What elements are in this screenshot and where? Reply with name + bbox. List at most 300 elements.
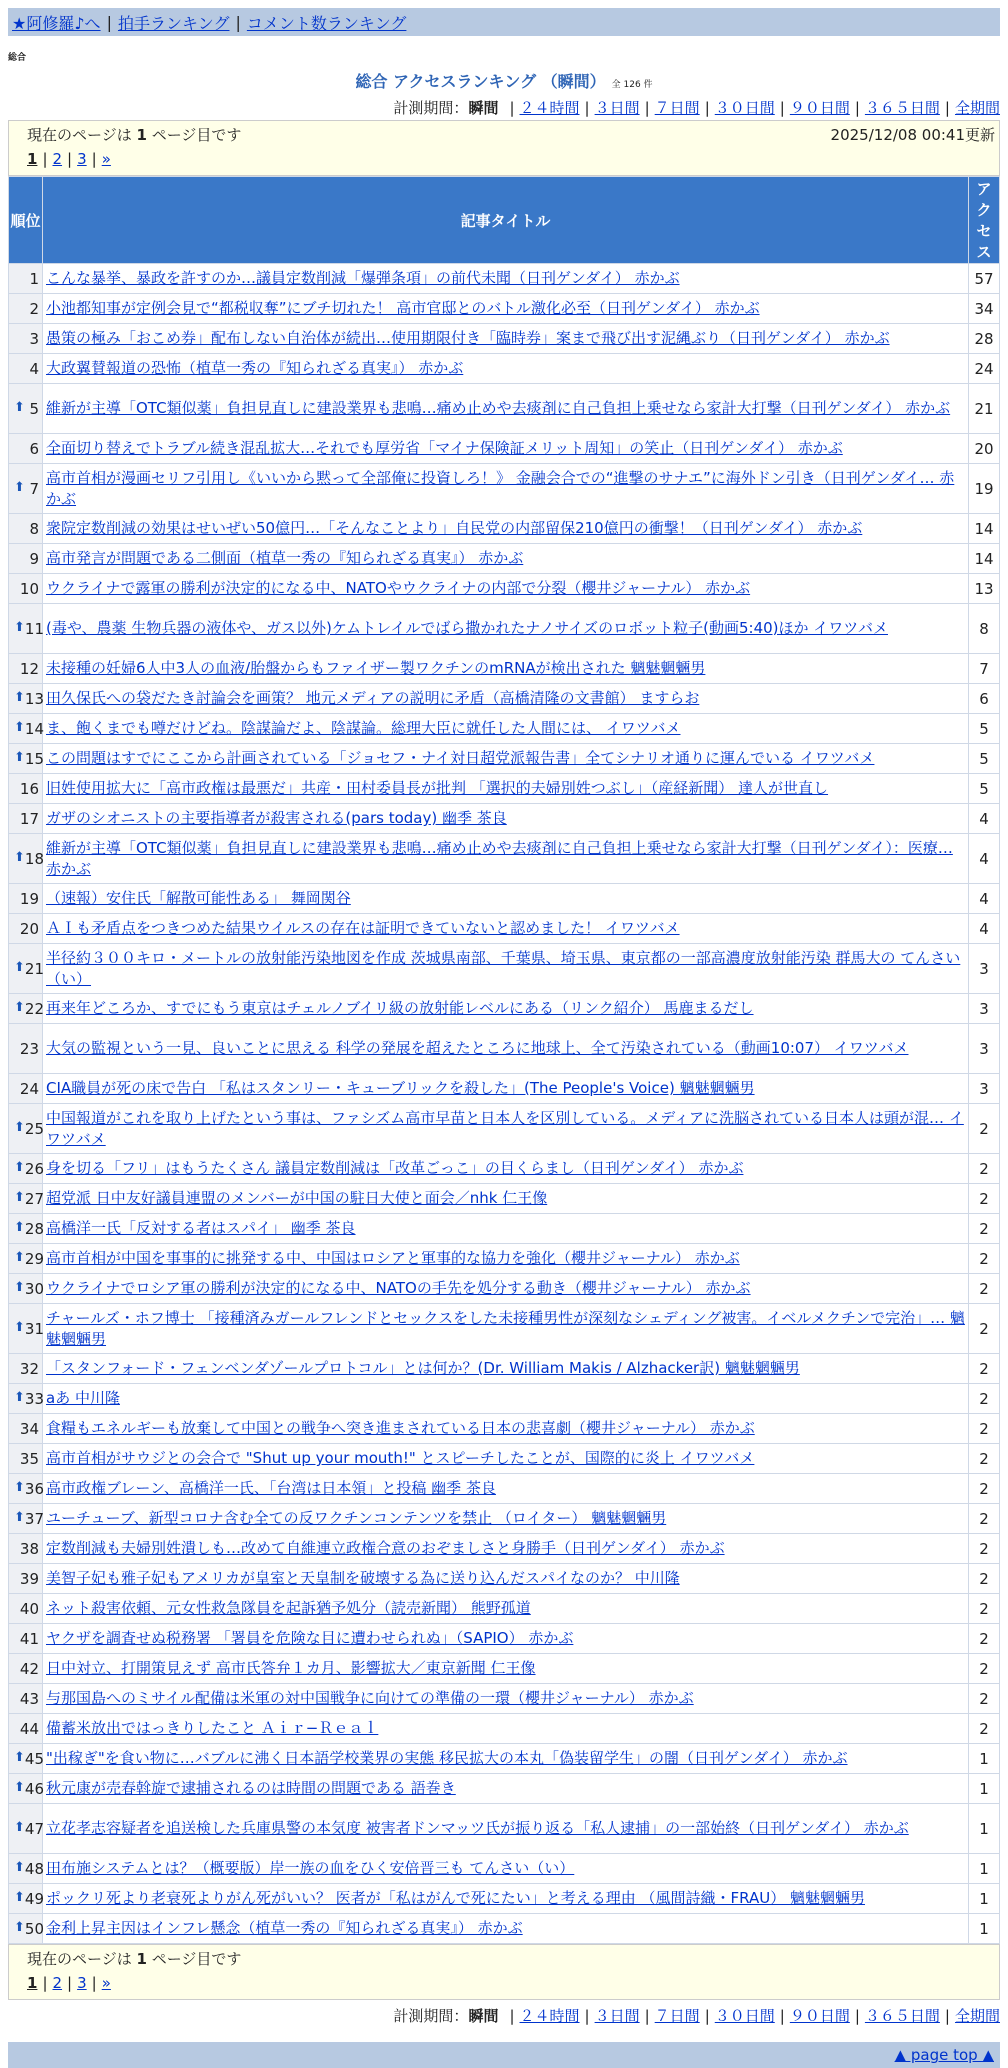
title-cell [43, 804, 969, 834]
rank-cell [9, 684, 43, 714]
period-option-link[interactable]: ３０日間 [714, 2007, 775, 2025]
home-link[interactable]: ★阿修羅♪へ [12, 13, 101, 33]
rank-up-arrow-icon: ⬆ [14, 1479, 25, 1495]
title-cell [43, 264, 969, 294]
article-link[interactable]: 小池都知事が定例会見で“都税収奪”にブチ切れた！ 高市官邸とのバトル激化必至（日刊ゲンダイ） 赤かぶ [46, 299, 760, 317]
table-row [9, 1884, 1000, 1914]
period-option-link[interactable]: 全期間 [954, 99, 1000, 117]
access-count: 21 [969, 384, 1000, 434]
rank-up-arrow-icon: ⬆ [14, 1749, 25, 1765]
title-cell [43, 1684, 969, 1714]
article-link[interactable]: ＡＩも矛盾点をつきつめた結果ウイルスの存在は証明できていないと認めました！ イワツバメ [46, 919, 680, 937]
article-link[interactable]: 高市首相が中国を事事的に挑発する中、中国はロシアと軍事的な協力を強化（櫻井ジャーナル） 赤かぶ [46, 1249, 740, 1267]
table-row [9, 1384, 1000, 1414]
title-cell [43, 684, 969, 714]
article-link[interactable]: 維新が主導「OTC類似薬」負担見直しに建設業界も悲鳴…痛め止めや去痰剤に自己負担上乗せなら家計大打撃（日刊ゲンダイ）：医療… 赤かぶ [46, 838, 953, 878]
rank-number: 13 [24, 689, 44, 708]
article-link[interactable]: チャールズ・ホフ博士 「接種済みガールフレンドとセックスをした未接種男性が深刻なシェディング被害。イベルメクチンで完治」… 魑魅魍魎男 [46, 1308, 965, 1348]
article-link[interactable]: 旧姓使用拡大に「高市政権は最悪だ」共産・田村委員長が批判 「選択的夫婦別姓つぶし」（産経新聞） 達人が世直し [46, 779, 829, 797]
rank-cell [9, 604, 43, 654]
article-link[interactable]: 大政翼賛報道の恐怖（植草一秀の『知られざる真実』） 赤かぶ [46, 359, 464, 377]
article-link[interactable]: ヤクザを調査せぬ税務署 「署員を危険な目に遭わせられぬ」（SAPIO） 赤かぶ [46, 1629, 574, 1647]
title-cell [43, 1074, 969, 1104]
article-link[interactable]: 日中対立、打開策見えず 高市氏答弁１カ月、影響拡大／東京新聞 仁王像 [46, 1659, 536, 1677]
comment-ranking-link[interactable]: コメント数ランキング [246, 13, 407, 33]
table-row [9, 574, 1000, 604]
article-link[interactable]: 秋元康が売春斡旋で逮捕されるのは時間の問題である 語巻き [46, 1779, 456, 1797]
title-cell [43, 1444, 969, 1474]
table-row [9, 1354, 1000, 1384]
page-top-link[interactable]: ▲ page top ▲ [894, 2046, 994, 2064]
title-cell [43, 1354, 969, 1384]
rank-cell [9, 1804, 43, 1854]
rank-cell [9, 1354, 43, 1384]
rank-cell [9, 434, 43, 464]
rank-number: 49 [24, 1889, 44, 1908]
rank-number: 21 [24, 959, 44, 978]
applause-ranking-link[interactable]: 拍手ランキング [117, 13, 230, 33]
nav-separator: | [106, 12, 112, 32]
article-link[interactable]: こんな暴挙、暴政を許すのか…議員定数削減「爆弾条項」の前代未聞（日刊ゲンダイ） 赤かぶ [46, 269, 680, 287]
period-option-link[interactable]: ２４時間 [519, 2007, 580, 2025]
table-row [9, 294, 1000, 324]
period-option-link[interactable]: ３日間 [594, 2007, 640, 2025]
period-selector [0, 96, 1008, 120]
page-title [0, 69, 1008, 92]
table-row [9, 1104, 1000, 1154]
access-count: 2 [969, 1384, 1000, 1414]
rank-number: 40 [19, 1599, 39, 1618]
rank-number: 18 [24, 849, 44, 868]
access-count: 2 [969, 1594, 1000, 1624]
article-link[interactable]: CIA職員が死の床で告白 「私はスタンリー・キューブリックを殺した」(The People's Voice) 魑魅魍魎男 [46, 1079, 755, 1097]
access-count: 3 [969, 1074, 1000, 1104]
article-link[interactable]: 再来年どころか、すでにもう東京はチェルノブイリ級の放射能レベルにある（リンク紹介） 馬鹿まるだし [46, 999, 754, 1017]
title-cell [43, 1214, 969, 1244]
access-count: 4 [969, 914, 1000, 944]
table-row [9, 464, 1000, 514]
period-separator: | [944, 2007, 950, 2025]
rank-up-arrow-icon: ⬆ [14, 1119, 25, 1135]
article-link[interactable]: 食糧もエネルギーも放棄して中国との戦争へ突き進まされている日本の悲喜劇（櫻井ジャーナル） 赤かぶ [46, 1419, 755, 1437]
table-row [9, 944, 1000, 994]
table-row [9, 774, 1000, 804]
rank-cell [9, 1304, 43, 1354]
article-link[interactable]: ウクライナで露軍の勝利が決定的になる中、NATOやウクライナの内部で分裂（櫻井ジャーナル） 赤かぶ [46, 579, 751, 597]
table-row [9, 994, 1000, 1024]
access-count: 28 [969, 324, 1000, 354]
rank-number: 27 [24, 1189, 44, 1208]
access-count: 6 [969, 684, 1000, 714]
rank-number: 43 [19, 1689, 39, 1708]
rank-up-arrow-icon: ⬆ [14, 1509, 25, 1525]
page-link[interactable]: 2 [52, 150, 63, 168]
article-link[interactable]: 超党派 日中友好議員連盟のメンバーが中国の駐日大使と面会／nhk 仁王像 [46, 1189, 548, 1207]
rank-up-arrow-icon: ⬆ [14, 1889, 25, 1905]
page-link[interactable]: 2 [52, 1974, 63, 1992]
article-link[interactable]: 未接種の妊婦6人中3人の血液/胎盤からもファイザー製ワクチンのmRNAが検出された 魑魅魍魎男 [46, 659, 706, 677]
table-row [9, 434, 1000, 464]
title-cell [43, 1244, 969, 1274]
rank-number: 10 [19, 579, 39, 598]
period-current: 瞬間 [468, 99, 499, 117]
period-separator: | [584, 2007, 590, 2025]
ranking-table [8, 176, 1000, 1944]
rank-cell [9, 544, 43, 574]
article-link[interactable]: ポックリ死より老衰死よりがん死がいい？ 医者が「私はがんで死にたい」と考える理由 （風間詩織・FRAU） 魑魅魍魎男 [46, 1889, 865, 1907]
rank-cell [9, 1854, 43, 1884]
rank-number: 15 [24, 749, 44, 768]
bottom-bar [8, 2042, 1000, 2068]
page-separator: | [91, 1974, 97, 1992]
page-separator: | [42, 150, 48, 168]
title-cell [43, 1744, 969, 1774]
rank-number: 24 [19, 1079, 39, 1098]
rank-number: 14 [24, 719, 44, 738]
rank-number: 33 [24, 1389, 44, 1408]
article-link[interactable]: 田久保氏への袋だたき討論会を画策？ 地元メディアの説明に矛盾（高橋清隆の文書館） ますらお [46, 689, 700, 707]
title-cell [43, 384, 969, 434]
article-link[interactable]: 愚策の極み「おこめ券」配布しない自治体が続出…使用期限付き「臨時券」案まで飛び出す泥縄ぶり（日刊ゲンダイ） 赤かぶ [46, 329, 890, 347]
table-row [9, 1744, 1000, 1774]
title-cell [43, 1304, 969, 1354]
access-count: 2 [969, 1304, 1000, 1354]
rank-number: 46 [24, 1779, 44, 1798]
access-count: 2 [969, 1214, 1000, 1244]
rank-header: 順位 [9, 177, 43, 264]
access-count: 7 [969, 654, 1000, 684]
rank-up-arrow-icon: ⬆ [14, 719, 25, 735]
period-option-link[interactable]: ２４時間 [519, 99, 580, 117]
rank-up-arrow-icon: ⬆ [14, 399, 25, 415]
title-cell [43, 1714, 969, 1744]
period-option-link[interactable]: ３６５日間 [864, 2007, 940, 2025]
table-row [9, 1594, 1000, 1624]
article-link[interactable]: 維新が主導「OTC類似薬」負担見直しに建設業界も悲鳴…痛め止めや去痰剤に自己負担上乗せなら家計大打撃（日刊ゲンダイ） 赤かぶ [46, 399, 951, 417]
period-option-link[interactable]: ３日間 [594, 99, 640, 117]
access-count: 2 [969, 1684, 1000, 1714]
rank-number: 1 [29, 269, 39, 288]
rank-cell [9, 1714, 43, 1744]
next-page-link[interactable]: » [101, 1974, 111, 1992]
table-row [9, 1564, 1000, 1594]
access-count: 2 [969, 1474, 1000, 1504]
access-count: 3 [969, 944, 1000, 994]
period-separator: | [704, 99, 710, 117]
title-cell [43, 544, 969, 574]
article-link[interactable]: 与那国島へのミサイル配備は米軍の対中国戦争に向けての準備の一環（櫻井ジャーナル） 赤かぶ [46, 1689, 694, 1707]
article-link[interactable]: 立花孝志容疑者を追送検した兵庫県警の本気度 被害者ドンマッツ氏が振り返る「私人逮捕」の一部始終（日刊ゲンダイ） 赤かぶ [46, 1819, 909, 1837]
article-link[interactable]: 金利上昇主因はインフレ懸念（植草一秀の『知られざる真実』） 赤かぶ [46, 1919, 523, 1937]
article-link[interactable]: 身を切る「フリ」はもうたくさん 議員定数削減は「改革ごっこ」の目くらまし（日刊ゲンダイ） 赤かぶ [46, 1159, 744, 1177]
title-cell [43, 1414, 969, 1444]
period-separator: | [854, 2007, 860, 2025]
table-row [9, 1914, 1000, 1944]
period-separator: | [584, 99, 590, 117]
article-link[interactable]: 田布施システムとは？（概要版）岸一族の血をひく安倍晋三も てんさい（い） [46, 1859, 575, 1877]
top-nav-bar [8, 8, 1000, 36]
access-count: 2 [969, 1534, 1000, 1564]
article-link[interactable]: 定数削減も夫婦別姓潰しも…改めて自維連立政権合意のおぞましさと身勝手（日刊ゲンダイ） 赤かぶ [46, 1539, 725, 1557]
rank-number: 38 [19, 1539, 39, 1558]
access-count: 14 [969, 544, 1000, 574]
rank-number: 25 [24, 1119, 44, 1138]
page-separator: | [42, 1974, 48, 1992]
access-count: 2 [969, 1714, 1000, 1744]
title-cell [43, 1274, 969, 1304]
table-row [9, 514, 1000, 544]
rank-cell [9, 294, 43, 324]
rank-cell [9, 574, 43, 604]
rank-cell [9, 714, 43, 744]
title-cell [43, 1914, 969, 1944]
title-cell [43, 1154, 969, 1184]
rank-up-arrow-icon: ⬆ [14, 999, 25, 1015]
rank-cell [9, 1244, 43, 1274]
category-label: 総合 [8, 53, 27, 63]
updated-timestamp: 2025/12/08 00:41更新 [830, 126, 995, 144]
current-page-text: 現在のページは 1 ページ目です [27, 126, 242, 144]
period-label: 計測期間： [393, 2007, 469, 2025]
rank-number: 12 [19, 659, 39, 678]
rank-cell [9, 1274, 43, 1304]
title-cell [43, 514, 969, 544]
period-option-link[interactable]: 全期間 [954, 2007, 1000, 2025]
rank-cell [9, 1534, 43, 1564]
article-link[interactable]: 美智子妃も雅子妃もアメリカが皇室と天皇制を破壊する為に送り込んだスパイなのか？ 中川隆 [46, 1569, 680, 1587]
title-cell [43, 1184, 969, 1214]
rank-cell [9, 1444, 43, 1474]
period-separator: | [644, 99, 650, 117]
table-row [9, 324, 1000, 354]
rank-up-arrow-icon: ⬆ [14, 1319, 25, 1335]
article-link[interactable]: 備蓄米放出ではっきりしたこと Ａｉｒ−Ｒｅａｌ [46, 1719, 379, 1737]
access-count: 19 [969, 464, 1000, 514]
article-link[interactable]: 大気の監視という一見、良いことに思える 科学の発展を超えたところに地球上、全て汚染されている（動画10:07） イワツバメ [46, 1039, 909, 1057]
access-count: 3 [969, 1024, 1000, 1074]
access-count: 34 [969, 294, 1000, 324]
page-link[interactable]: 3 [77, 150, 87, 168]
period-separator: | [779, 2007, 785, 2025]
access-count: 4 [969, 884, 1000, 914]
rank-up-arrow-icon: ⬆ [14, 689, 25, 705]
title-cell [43, 1854, 969, 1884]
article-link[interactable]: "出稼ぎ"を食い物に…バブルに沸く日本語学校業界の実態 移民拡大の本丸「偽装留学生」の闇（日刊ゲンダイ） 赤かぶ [46, 1749, 848, 1767]
rank-up-arrow-icon: ⬆ [14, 1249, 25, 1265]
table-row [9, 1684, 1000, 1714]
ranking-title: 総合 アクセスランキング （瞬間） [355, 72, 606, 91]
access-count: 5 [969, 774, 1000, 804]
table-row [9, 684, 1000, 714]
access-count: 24 [969, 354, 1000, 384]
article-link[interactable]: ガザのシオニストの主要指導者が殺害される(pars today) 幽季 茶良 [46, 809, 507, 827]
access-count: 2 [969, 1654, 1000, 1684]
access-count: 8 [969, 604, 1000, 654]
rank-cell [9, 1744, 43, 1774]
access-count: 2 [969, 1184, 1000, 1214]
article-link[interactable]: 高市首相が漫画セリフ引用し《いいから黙って全部俺に投資しろ！》 金融会合での“進撃のサナエ”に海外ドン引き（日刊ゲンダイ… 赤かぶ [46, 468, 955, 508]
article-link[interactable]: （速報）安住氏「解散可能性ある」 舞岡関谷 [46, 889, 351, 907]
title-cell [43, 744, 969, 774]
article-link[interactable]: 衆院定数削減の効果はせいぜい50億円…「そんなことより」自民党の内部留保210億円の衝撃！（日刊ゲンダイ） 赤かぶ [46, 519, 863, 537]
title-cell [43, 574, 969, 604]
table-row [9, 1624, 1000, 1654]
article-link[interactable]: 半径約３００キロ・メートルの放射能汚染地図を作成 茨城県南部、千葉県、埼玉県、東京都の一部高濃度放射能汚染 群馬大の てんさい（い） [46, 948, 961, 988]
title-cell [43, 1654, 969, 1684]
title-cell [43, 1564, 969, 1594]
table-row [9, 604, 1000, 654]
rank-cell [9, 744, 43, 774]
title-cell [43, 1804, 969, 1854]
article-link[interactable]: 全面切り替えでトラブル続き混乱拡大…それでも厚労省「マイナ保険証メリット周知」の笑止（日刊ゲンダイ） 赤かぶ [46, 439, 843, 457]
page-separator: | [67, 1974, 73, 1992]
access-count: 2 [969, 1504, 1000, 1534]
title-cell [43, 294, 969, 324]
table-row [9, 834, 1000, 884]
table-row [9, 1414, 1000, 1444]
period-selector [0, 2004, 1008, 2028]
table-row [9, 1074, 1000, 1104]
pager-box-bottom [8, 1944, 1000, 2000]
rank-up-arrow-icon: ⬆ [14, 1279, 25, 1295]
period-separator: | [509, 2007, 515, 2025]
article-link[interactable]: 高橋洋一氏「反対する者はスパイ」 幽季 茶良 [46, 1219, 356, 1237]
access-count: 4 [969, 804, 1000, 834]
article-link[interactable]: ま、飽くまでも噂だけどね。陰謀論だよ、陰謀論。総理大臣に就任した人間には、 イワツバメ [46, 719, 681, 737]
article-link[interactable]: 高市首相がサウジとの会合で "Shut up your mouth!" とスピーチしたことが、国際的に炎上 イワツバメ [46, 1449, 755, 1467]
pagination [9, 1971, 999, 1995]
period-separator: | [644, 2007, 650, 2025]
rank-up-arrow-icon: ⬆ [14, 959, 25, 975]
rank-number: 31 [24, 1319, 44, 1338]
nav-separator: | [235, 12, 241, 32]
rank-cell [9, 1884, 43, 1914]
table-row [9, 1534, 1000, 1564]
period-option-link[interactable]: ３６５日間 [864, 99, 940, 117]
page-separator: | [91, 150, 97, 168]
article-link[interactable]: (毒や、農薬 生物兵器の液体や、ガス以外)ケムトレイルでばら撒かれたナノサイズのロボット粒子(動画5:40)ほか イワツバメ [46, 619, 888, 637]
table-row [9, 544, 1000, 574]
page-separator: | [67, 150, 73, 168]
rank-number: 35 [19, 1449, 39, 1468]
pager-box-top [8, 120, 1000, 176]
rank-number: 45 [24, 1749, 44, 1768]
title-cell [43, 434, 969, 464]
rank-up-arrow-icon: ⬆ [14, 1919, 25, 1935]
period-option-link[interactable]: ７日間 [654, 2007, 700, 2025]
rank-number: 2 [29, 299, 39, 318]
title-cell [43, 1104, 969, 1154]
rank-cell [9, 654, 43, 684]
access-count: 20 [969, 434, 1000, 464]
rank-number: 48 [24, 1859, 44, 1878]
title-cell [43, 1474, 969, 1504]
access-count: 2 [969, 1104, 1000, 1154]
rank-number: 32 [19, 1359, 39, 1378]
access-count: 4 [969, 834, 1000, 884]
rank-cell [9, 514, 43, 544]
current-page-number: 1 [27, 150, 38, 168]
rank-cell [9, 1074, 43, 1104]
article-link[interactable]: ユーチューブ、新型コロナ含む全ての反ワクチンコンテンツを禁止 （ロイター） 魑魅魍魎男 [46, 1509, 667, 1527]
period-option-link[interactable]: ９０日間 [789, 2007, 850, 2025]
article-link[interactable]: この問題はすでにここから計画されている「ジョセフ・ナイ対日超党派報告書」全てシナリオ通りに運んでいる イワツバメ [46, 749, 875, 767]
table-row [9, 354, 1000, 384]
table-row [9, 1154, 1000, 1184]
rank-cell [9, 994, 43, 1024]
rank-cell [9, 1504, 43, 1534]
title-cell [43, 1594, 969, 1624]
rank-number: 26 [24, 1159, 44, 1178]
article-link[interactable]: ネット殺害依頼、元女性救急隊員を起訴猶予処分（読売新聞） 熊野孤道 [46, 1599, 531, 1617]
access-count: 2 [969, 1244, 1000, 1274]
rank-cell [9, 1624, 43, 1654]
rank-number: 30 [24, 1279, 44, 1298]
article-link[interactable]: 高市発言が問題である二側面（植草一秀の『知られざる真実』） 赤かぶ [46, 549, 524, 567]
rank-number: 11 [24, 619, 44, 638]
rank-number: 22 [24, 999, 44, 1018]
rank-cell [9, 354, 43, 384]
rank-up-arrow-icon: ⬆ [14, 479, 25, 495]
article-link[interactable]: aあ 中川隆 [46, 1389, 120, 1407]
article-link[interactable]: 高市政権ブレーン、高橋洋一氏、「台湾は日本領」と投稿 幽季 茶良 [46, 1479, 496, 1497]
period-option-link[interactable]: ７日間 [654, 99, 700, 117]
period-separator: | [854, 99, 860, 117]
article-link[interactable]: 「スタンフォード・フェンベンダゾールプロトコル」とは何か？(Dr. William Makis / Alzhacker訳) 魑魅魍魎男 [46, 1359, 800, 1377]
rank-cell [9, 1774, 43, 1804]
period-option-link[interactable]: ９０日間 [789, 99, 850, 117]
rank-cell [9, 1914, 43, 1944]
period-option-link[interactable]: ３０日間 [714, 99, 775, 117]
rank-number: 44 [19, 1719, 39, 1738]
next-page-link[interactable]: » [101, 150, 111, 168]
table-row [9, 1804, 1000, 1854]
rank-up-arrow-icon: ⬆ [14, 1389, 25, 1405]
title-cell [43, 1534, 969, 1564]
rank-number: 34 [19, 1419, 39, 1438]
period-separator: | [944, 99, 950, 117]
title-cell [43, 774, 969, 804]
title-cell [43, 654, 969, 684]
rank-cell [9, 944, 43, 994]
title-cell [43, 324, 969, 354]
access-count: 2 [969, 1444, 1000, 1474]
rank-up-arrow-icon: ⬆ [14, 849, 25, 865]
rank-cell [9, 384, 43, 434]
rank-cell [9, 1684, 43, 1714]
rank-number: 41 [19, 1629, 39, 1648]
rank-number: 23 [19, 1039, 39, 1058]
rank-number: 9 [29, 549, 39, 568]
table-row [9, 1714, 1000, 1744]
rank-up-arrow-icon: ⬆ [14, 1189, 25, 1205]
access-count: 57 [969, 264, 1000, 294]
rank-cell [9, 264, 43, 294]
access-count: 2 [969, 1354, 1000, 1384]
rank-cell [9, 1024, 43, 1074]
table-row [9, 264, 1000, 294]
article-link[interactable]: 中国報道がこれを取り上げたという事は、ファシズム高市早苗と日本人を区別している。メディアに洗脳されている日本人は頭が混… イワツバメ [46, 1108, 964, 1148]
title-cell [43, 604, 969, 654]
access-count: 1 [969, 1914, 1000, 1944]
table-row [9, 1184, 1000, 1214]
article-link[interactable]: ウクライナでロシア軍の勝利が決定的になる中、NATOの手先を処分する動き（櫻井ジャーナル） 赤かぶ [46, 1279, 751, 1297]
page-link[interactable]: 3 [77, 1974, 87, 1992]
rank-up-arrow-icon: ⬆ [14, 1159, 25, 1175]
rank-number: 20 [19, 919, 39, 938]
period-separator: | [704, 2007, 710, 2025]
rank-up-arrow-icon: ⬆ [14, 1779, 25, 1795]
